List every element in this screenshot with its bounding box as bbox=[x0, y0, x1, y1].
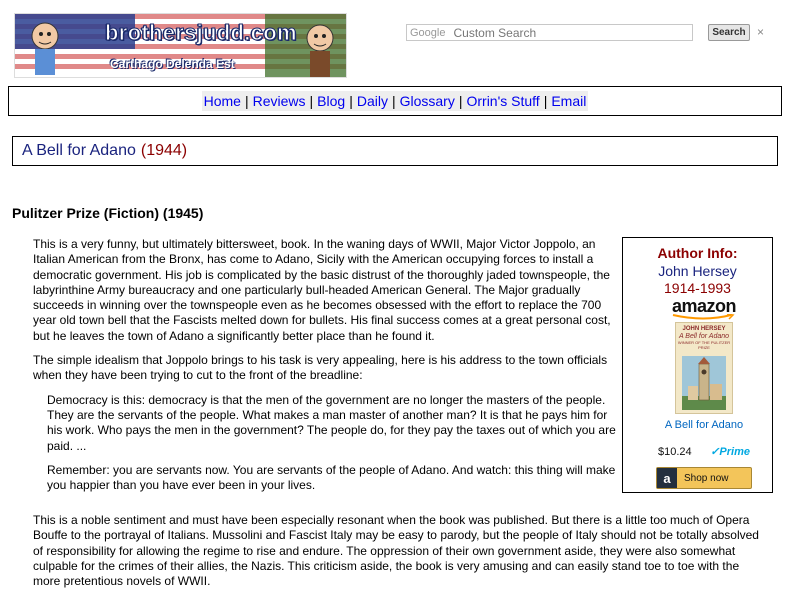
review-paragraph: The simple idealism that Joppolo brings to his task is very appealing, here is his address to the town officials when they have been trying to cut to the front of the breadline: bbox=[33, 353, 608, 383]
nav-separator: | bbox=[543, 93, 548, 109]
author-info-panel bbox=[622, 237, 773, 493]
book-year: (1944) bbox=[140, 142, 188, 159]
product-price: $10.24 bbox=[658, 445, 692, 458]
site-motto: Carthago Delenda Est bbox=[110, 57, 235, 71]
nav-separator: | bbox=[349, 93, 353, 109]
shop-now-button[interactable] bbox=[656, 467, 752, 489]
cover-title: A Bell for Adano bbox=[678, 333, 730, 340]
cover-subtitle: WINNER OF THE PULITZER PRIZE bbox=[677, 340, 731, 350]
author-info-label: Author Info: bbox=[657, 245, 738, 261]
author-years: 1914-1993 bbox=[664, 280, 731, 296]
cover-author: JOHN HERSEY bbox=[682, 326, 726, 332]
book-cover-image[interactable] bbox=[675, 322, 733, 414]
blockquote-paragraph: Remember: you are servants now. You are servants of the people of Adano. And watch: this thing will make you happier than you have ever been in your lives. bbox=[47, 462, 616, 493]
nav-email-link[interactable]: Email bbox=[551, 93, 587, 109]
search-input[interactable] bbox=[406, 24, 693, 41]
nav-separator: | bbox=[391, 93, 396, 109]
google-brand-label: Google bbox=[410, 26, 446, 39]
nav-glossary-link[interactable]: Glossary bbox=[399, 93, 455, 109]
price-row bbox=[656, 445, 752, 458]
nav-reviews-link[interactable]: Reviews bbox=[252, 93, 306, 109]
nav-separator: | bbox=[244, 93, 249, 109]
award-heading: Pulitzer Prize (Fiction) (1945) bbox=[12, 205, 204, 221]
nav-separator: | bbox=[458, 93, 463, 109]
review-paragraph: This is a very funny, but ultimately bittersweet, book. In the waning days of WWII, Major Victor Joppolo, an Italian American from the Bronx, has come to Adano, Sicily with the American occupying forces to install a democratic government. His job is complicated by the basic distrust of the thoroughly jaded townspeople, the labyrinthine Army bureaucracy and one particularly bull-headed American General. The Major gradually succeeds in winning over the townspeople even as he becomes obsessed with the effort to replace the 700 year old town bell that the Fascists melted down for bullets. His final success comes at a great personal cost, but he leaves the town of Adano a significantly better place than he found it. bbox=[33, 237, 611, 343]
amazon-widget[interactable] bbox=[656, 296, 752, 488]
bell-tower-illustration bbox=[682, 356, 726, 410]
prime-badge: ✓Prime bbox=[710, 446, 750, 458]
nav-daily-link[interactable]: Daily bbox=[356, 93, 388, 109]
nav-home-link[interactable]: Home bbox=[203, 93, 241, 109]
nav-separator: | bbox=[309, 93, 314, 109]
nav-blog-link[interactable]: Blog bbox=[317, 93, 346, 109]
main-nav bbox=[8, 86, 782, 116]
amazon-a-icon: a bbox=[657, 468, 677, 488]
blockquote-paragraph: Democracy is this: democracy is that the men of the government are no longer the masters of the people. They are the servants of the people. What makes a man master of another man? It is that he pays him for his work. Who pays the men in the government? The people do, for they pay the taxes out of which you are paid. ... bbox=[47, 392, 616, 453]
shop-now-label: Shop now bbox=[684, 472, 729, 484]
search-button[interactable]: Search bbox=[708, 24, 750, 41]
book-title: A Bell for Adano bbox=[22, 142, 136, 159]
search-placeholder: Custom Search bbox=[453, 25, 537, 40]
review-paragraph: This is a noble sentiment and must have been especially resonant when the book was published. But there is a little too much of Opera Bouffe to the portrayal of Italians. Mussolini and Fascist Italy may be easy to parody, but the people of Italy should not be totally absolved of responsibility for allowing the regime to rise and endure. The oppression of their own government aside, they were also somewhat culpable for the crimes of their allies, the Nazis. This criticism aside, the book is very amusing and can easily stand toe to toe with the more pretentious novels of WWII. bbox=[33, 513, 759, 589]
author-name-link[interactable]: John Hersey bbox=[658, 263, 737, 279]
nav-links bbox=[202, 91, 589, 111]
amazon-product-link[interactable]: A Bell for Adano bbox=[664, 419, 744, 431]
site-banner[interactable] bbox=[14, 13, 347, 78]
review-body bbox=[33, 237, 617, 502]
amazon-logo: amazon bbox=[671, 296, 737, 316]
site-name: brothersjudd.com bbox=[105, 20, 297, 45]
nav-orrins-stuff-link[interactable]: Orrin's Stuff bbox=[466, 93, 540, 109]
book-title-box bbox=[12, 136, 778, 166]
clear-search-icon[interactable]: × bbox=[757, 25, 765, 39]
